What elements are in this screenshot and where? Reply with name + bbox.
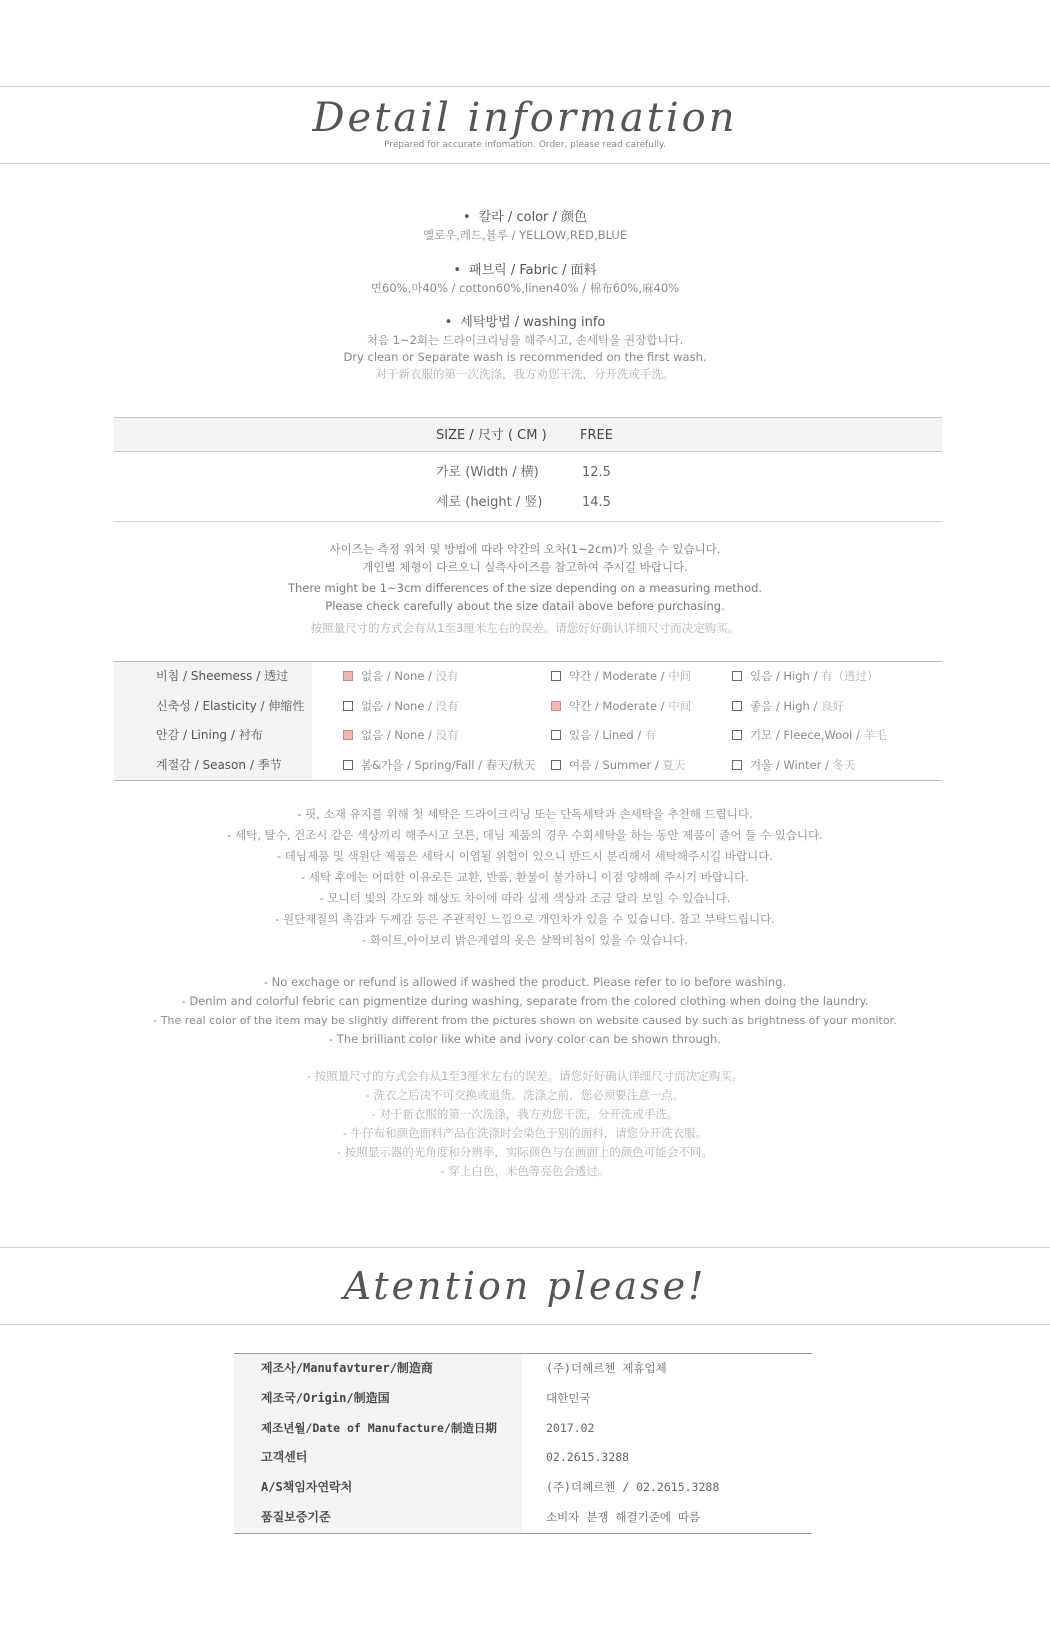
care-cn-3: - 对于新衣服的第一次洗涤，我方劝您干洗，分开洗或手洗。 (371, 1107, 679, 1121)
care-cn-5: - 按照显示器的光角度和分辨率，实际颜色与在画面上的颜色可能会不同。 (337, 1145, 713, 1159)
maker-key-customer-center: 고객센터 (234, 1443, 522, 1473)
size-table (114, 417, 942, 522)
size-note-kr-1: 사이즈는 측정 위치 및 방법에 따라 약간의 오차(1~2cm)가 있을 수 있습니다. (329, 542, 721, 556)
lining-lined-option: 있음 / Lined / 有 (551, 721, 656, 751)
washing-line-en: Dry clean or Separate wash is recommended on the first wash. (343, 350, 707, 364)
checkbox-icon (551, 760, 561, 770)
attention-bottom-rule (0, 1324, 1050, 1325)
size-width-label: 가로 (Width / 横) (436, 465, 539, 480)
checkbox-checked-icon (343, 671, 353, 681)
size-header-value: FREE (580, 428, 613, 443)
lining-none-option: 없음 / None / 没有 (343, 721, 459, 751)
care-kr-5: - 모니터 빛의 각도와 해상도 차이에 따라 실제 색상과 조금 달라 보일 수 있습니다. (319, 891, 731, 905)
top-rule (0, 86, 1050, 87)
care-kr-4: - 세탁 후에는 어떠한 이유로든 교환, 반품, 환불이 불가하니 이점 양해해 주시기 바랍니다. (301, 870, 749, 884)
size-note-cn-1: 按照量尺寸的方式会有从1至3厘米左右的误差。请您好好确认详细尺寸而决定购买。 (310, 621, 740, 635)
maker-row (234, 1354, 812, 1384)
size-height-value: 14.5 (582, 495, 611, 510)
attr-row-season (114, 751, 942, 781)
checkbox-icon (732, 671, 742, 681)
care-cn-4: - 牛仔布和颜色面料产品在洗涤时会染色于别的面料，请您分开洗衣服。 (342, 1126, 708, 1140)
care-kr-1: - 핏, 소재 유지를 위해 첫 세탁은 드라이크리닝 또는 단독세탁과 손세탁을 추천해 드립니다. (297, 807, 753, 821)
bullet-icon: • (444, 315, 453, 330)
maker-value-origin: 대한민국 (546, 1390, 591, 1405)
attr-row-elasticity (114, 692, 942, 722)
maker-row (234, 1473, 812, 1503)
size-height-label: 세로 (height / 竖) (436, 495, 543, 510)
maker-key-quality: 품질보증기준 (234, 1503, 522, 1533)
checkbox-icon (732, 730, 742, 740)
maker-key-as-contact: A/S책임자연락처 (234, 1473, 522, 1503)
maker-key-manufacturer: 제조사/Manufavturer/制造商 (234, 1354, 522, 1384)
maker-row (234, 1414, 812, 1444)
attr-label-season: 계절감 / Season / 季节 (114, 751, 312, 781)
care-notes-cn (0, 1067, 1050, 1181)
attr-row-lining (114, 721, 942, 751)
attr-label-lining: 안감 / Lining / 衬布 (114, 721, 312, 751)
maker-key-date: 제조년월/Date of Manufacture/制造日期 (234, 1414, 522, 1444)
maker-key-origin: 제조국/Origin/制造国 (234, 1384, 522, 1414)
color-heading: 칼라 / color / 颜色 (478, 210, 588, 225)
checkbox-checked-icon (551, 701, 561, 711)
washing-line-kr: 처음 1~2회는 드라이크리닝을 해주시고, 손세탁을 권장합니다. (366, 333, 684, 347)
bullet-icon: • (462, 210, 471, 225)
size-note-en-2: Please check carefully about the size datail above before purchasing. (325, 599, 725, 613)
attr-row-sheerness (114, 662, 942, 692)
maker-row (234, 1503, 812, 1533)
size-table-bottom-rule (114, 521, 942, 522)
care-en-3: - The real color of the item may be slightly different from the pictures shown on website caused by such as brightness of your monitor. (153, 1014, 897, 1027)
elastic-high-option: 좋음 / High / 良好 (732, 692, 844, 722)
sheer-none-option: 없음 / None / 没有 (343, 662, 459, 692)
washing-line-cn: 对于新衣服的第一次洗涤，我方劝您干洗，分开洗或手洗。 (375, 367, 675, 381)
washing-heading: 세탁방법 / washing info (460, 315, 606, 330)
size-notes-en (0, 579, 1050, 615)
size-width-value: 12.5 (582, 465, 611, 480)
care-cn-2: - 洗衣之后决不可交换或退货。洗涤之前，您必须要注意一点。 (365, 1088, 685, 1102)
checkbox-icon (551, 671, 561, 681)
checkbox-checked-icon (343, 730, 353, 740)
care-en-1: - No exchage or refund is allowed if washed the product. Please refer to io before washing. (263, 975, 787, 989)
fabric-heading: 패브릭 / Fabric / 面料 (469, 263, 597, 278)
care-kr-7: - 화이트,아이보리 밝은계열의 옷은 살짝비침이 있을 수 있습니다. (362, 933, 688, 947)
attention-top-rule (0, 1247, 1050, 1248)
care-kr-2: - 세탁, 탈수, 건조시 같은 색상끼리 해주시고 코튼, 데님 제품의 경우 수회세탁을 하는 동안 제품이 줄어 들 수 있습니다. (227, 828, 823, 842)
attributes-table (114, 661, 942, 781)
checkbox-icon (732, 701, 742, 711)
color-value: 옐로우,레드,블루 / YELLOW,RED,BLUE (422, 228, 628, 242)
attr-label-sheerness: 비침 / Sheemess / 透过 (114, 662, 312, 692)
season-winter-option: 겨울 / Winter / 冬天 (732, 751, 856, 781)
size-row-width (114, 458, 942, 488)
checkbox-icon (551, 730, 561, 740)
maker-value-quality: 소비자 분쟁 해결기준에 따름 (546, 1509, 701, 1524)
care-notes-kr (0, 804, 1050, 951)
attr-label-elasticity: 신축성 / Elasticity / 伸缩性 (114, 692, 312, 722)
care-cn-6: - 穿上白色，米色等亮色会透过。 (440, 1164, 610, 1178)
elastic-moderate-option: 약간 / Moderate / 中间 (551, 692, 691, 722)
checkbox-icon (343, 760, 353, 770)
size-note-kr-2: 개인별 체형이 다르오니 실측사이즈를 참고하여 주시길 바랍니다. (362, 560, 688, 574)
checkbox-icon (732, 760, 742, 770)
detail-subtitle: Prepared for accurate infomation. Order, please read carefully. (384, 140, 666, 150)
detail-title: Detail information (312, 95, 738, 141)
size-note-en-1: There might be 1~3cm differences of the size depending on a measuring method. (287, 581, 763, 595)
sheer-high-option: 있음 / High / 有（透过） (732, 662, 879, 692)
fabric-info (0, 262, 1050, 297)
color-info (0, 209, 1050, 244)
bullet-icon: • (453, 263, 462, 278)
maker-value-customer-center: 02.2615.3288 (546, 1450, 630, 1465)
maker-value-manufacturer: (주)더헤르첸 제휴업체 (546, 1361, 667, 1375)
care-kr-6: - 원단재질의 촉감과 두께감 등은 주관적인 느낌으로 개인차가 있을 수 있습니다. 참고 부탁드립니다. (275, 912, 775, 926)
maker-value-date: 2017.02 (546, 1420, 595, 1435)
maker-row (234, 1384, 812, 1414)
care-en-2: - Denim and colorful febric can pigmentize during washing, separate from the colored clothing when doing the laundry. (181, 994, 869, 1008)
washing-info (0, 314, 1050, 383)
size-header-label: SIZE / 尺寸 ( CM ) (436, 428, 547, 443)
season-summer-option: 여름 / Summer / 夏天 (551, 751, 685, 781)
elastic-none-option: 없음 / None / 没有 (343, 692, 459, 722)
lining-fleece-option: 기모 / Fleece,Wool / 羊毛 (732, 721, 887, 751)
attention-title: Atention please! (343, 1264, 707, 1308)
maker-value-as-contact: (주)더헤르첸 / 02.2615.3288 (546, 1480, 720, 1495)
care-kr-3: - 데님제품 및 색원단 제품은 세탁시 이염될 위험이 있으니 반드시 분리해서 세탁해주시길 바랍니다. (276, 849, 774, 863)
detail-rule (0, 163, 1050, 164)
maker-row (234, 1443, 812, 1473)
fabric-value: 면60%,마40% / cotton60%,linen40% / 棉布60%,麻40% (370, 281, 680, 295)
sheer-moderate-option: 약간 / Moderate / 中间 (551, 662, 691, 692)
care-cn-1: - 按照量尺寸的方式会有从1至3厘米左右的误差。请您好好确认详细尺寸而决定购买。 (306, 1069, 744, 1083)
size-notes-cn (0, 619, 1050, 638)
size-table-header (114, 417, 942, 452)
season-spring-fall-option: 봄&가을 / Spring/Fall / 春天/秋天 (343, 751, 536, 781)
maker-info-table (234, 1353, 812, 1534)
size-notes-kr (0, 540, 1050, 576)
checkbox-icon (343, 701, 353, 711)
care-notes-en (0, 973, 1050, 1049)
size-row-height (114, 488, 942, 518)
care-en-4: - The brilliant color like white and ivory color can be shown through. (329, 1032, 721, 1046)
